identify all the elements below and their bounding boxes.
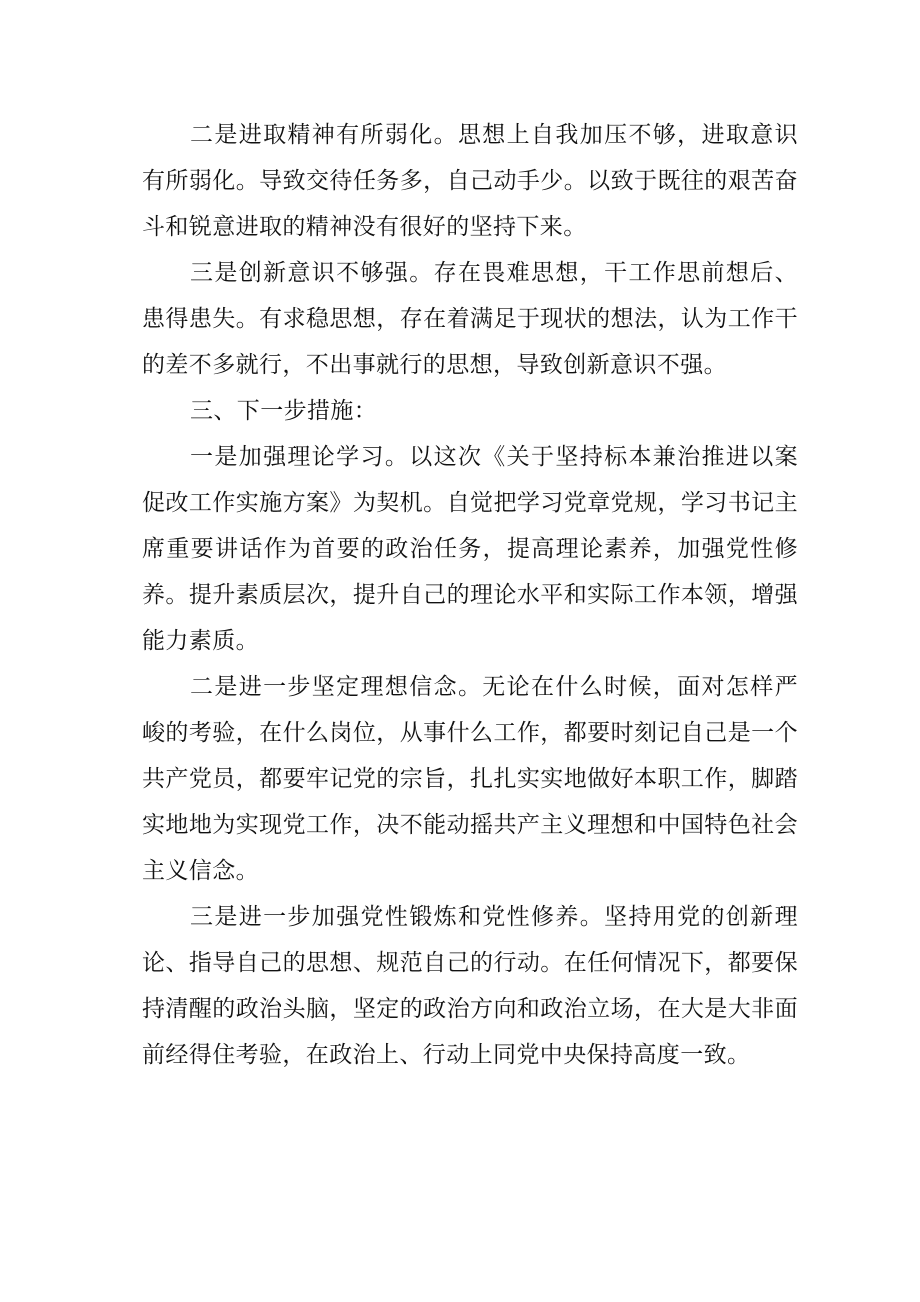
- paragraph-innovation-awareness: 三是创新意识不够强。存在畏难思想，干工作思前想后、患得患失。有求稳思想，存在着满足于现状的想法，认为工作干的差不多就行，不出事就行的思想，导致创新意识不强。: [142, 260, 798, 378]
- paragraph-party-spirit: 三是进一步加强党性锻炼和党性修养。坚持用党的创新理论、指导自己的思想、规范自己的行动。在任何情况下，都要保持清醒的政治头脑，坚定的政治方向和政治立场，在大是大非面前经得住考验，在政治上、行动上同党中央保持高度一致。: [142, 904, 798, 1068]
- paragraph-theory-study: 一是加强理论学习。以这次《关于坚持标本兼治推进以案促改工作实施方案》为契机。自觉把学习党章党规，学习书记主席重要讲话作为首要的政治任务，提高理论素养，加强党性修养。提升素质层次，提升自己的理论水平和实际工作本领，增强能力素质。: [142, 444, 798, 654]
- document-body: [142, 112, 798, 1078]
- section-heading-next-steps: 三、下一步措施：: [190, 398, 378, 424]
- paragraph-progress-spirit: 二是进取精神有所弱化。思想上自我加压不够，进取意识有所弱化。导致交待任务多，自己动手少。以致于既往的艰苦奋斗和锐意进取的精神没有很好的坚持下来。: [142, 122, 798, 240]
- paragraph-ideals-beliefs: 二是进一步坚定理想信念。无论在什么时候，面对怎样严峻的考验，在什么岗位，从事什么工作，都要时刻记自己是一个共产党员，都要牢记党的宗旨，扎扎实实地做好本职工作，脚踏实地地为实现党工作，决不能动摇共产主义理想和中国特色社会主义信念。: [142, 674, 798, 884]
